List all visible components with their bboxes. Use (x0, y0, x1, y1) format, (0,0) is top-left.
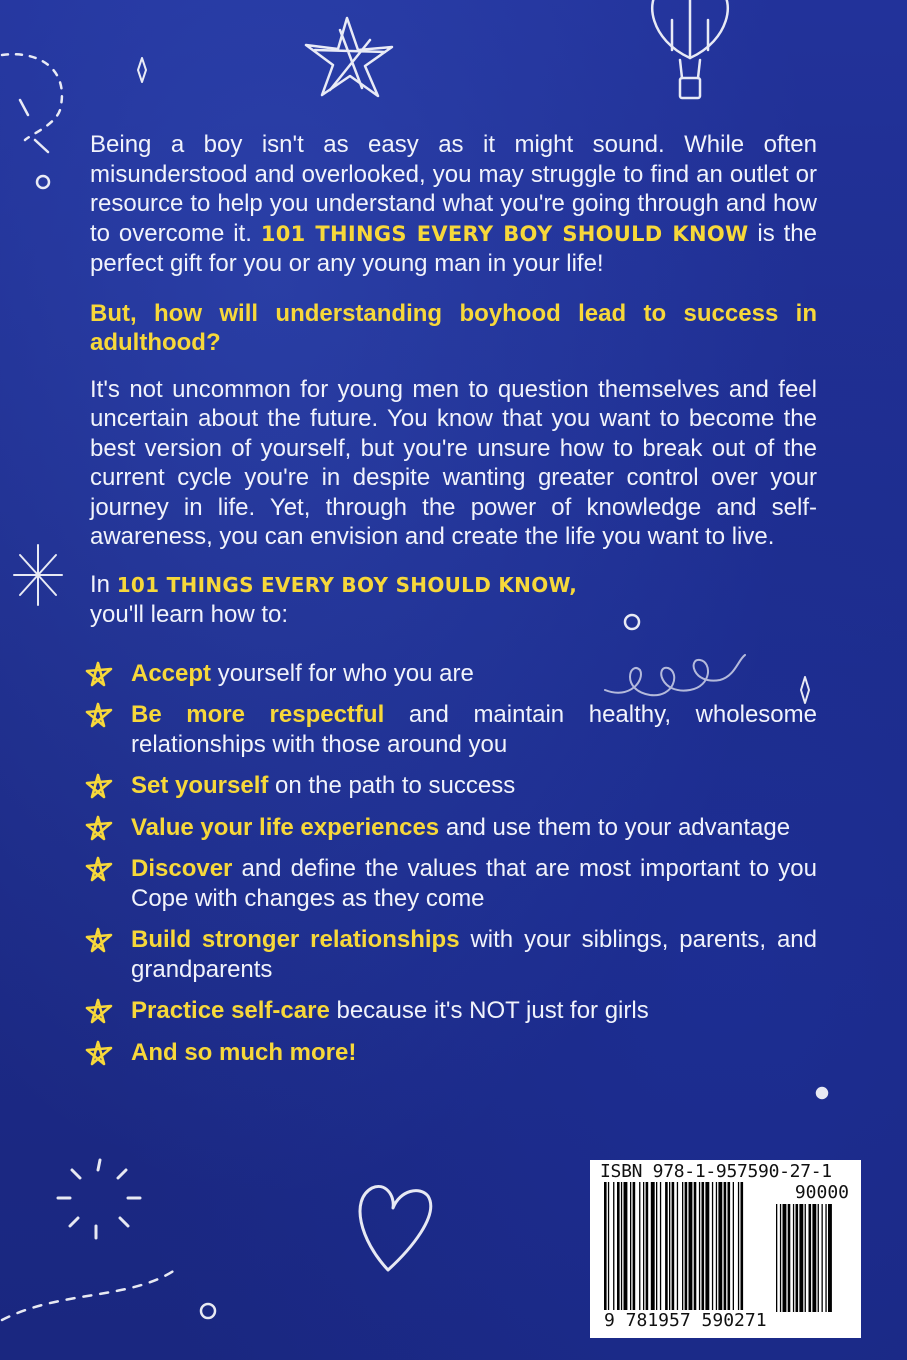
description-paragraph: It's not uncommon for young men to question themselves and feel uncertain about the future. You know that you want to become the best version of yourself, but you're unsure how to break out of the current cycle you're in despite wanting greater control over your journey in life. Yet, through the power of knowledge and self-awareness, you can envision and create the life you want to live. (90, 375, 817, 550)
barcode-bar (796, 1204, 799, 1312)
barcode-bar (818, 1204, 819, 1312)
barcode-bar (672, 1182, 675, 1312)
barcode-bar (646, 1182, 649, 1312)
star-doodle-icon (306, 18, 392, 96)
bullet-highlight: Be more respectful (131, 701, 385, 728)
intro-book-title: 101 THINGS EVERY BOY SHOULD KNOW (260, 221, 749, 246)
barcode-bar (809, 1204, 812, 1312)
barcode-bar (716, 1182, 717, 1312)
barcode-bar (669, 1182, 670, 1312)
bullet-highlight: Practice self-care (131, 997, 330, 1024)
intro-text-after: is the perfect gift for you or any young man in your life! (90, 219, 817, 277)
barcode-bar (685, 1182, 688, 1312)
barcode-bar (799, 1204, 803, 1312)
bullet-highlight: Set yourself (131, 772, 269, 799)
learn-book-title: 101 THINGS EVERY BOY SHOULD KNOW, (116, 572, 578, 597)
barcode-bar (702, 1182, 705, 1312)
barcode-bar (741, 1182, 744, 1312)
barcode-bar (630, 1182, 631, 1312)
bullet-text: and maintain healthy, wholesome relationships with those around you (131, 701, 817, 758)
barcode-bar (828, 1204, 832, 1312)
burst-doodle-icon (58, 1160, 140, 1238)
learn-intro (90, 570, 817, 629)
list-item (90, 813, 817, 843)
dotted-curve-doodle (2, 54, 62, 140)
barcode-bar (718, 1182, 722, 1312)
barcode-bar (780, 1204, 781, 1312)
star-bullet-icon (84, 815, 114, 843)
isbn-barcode (590, 1160, 861, 1338)
list-item (90, 1038, 817, 1068)
isbn-digits: 9 781957 590271 (604, 1310, 771, 1331)
barcode-bar (617, 1182, 620, 1312)
barcode-bar (733, 1182, 734, 1312)
list-item (90, 854, 817, 913)
barcode-bar (665, 1182, 668, 1312)
barcode-bar (805, 1204, 806, 1312)
bullet-text: because it's NOT just for girls (329, 997, 649, 1024)
list-item (90, 700, 817, 759)
barcode-bar (825, 1204, 826, 1312)
bullet-text: with your siblings, parents, and grandparents (131, 926, 817, 983)
barcode-bar (660, 1182, 661, 1312)
list-item (90, 771, 817, 801)
barcode-bar (677, 1182, 678, 1312)
asterisk-doodle-icon (14, 545, 62, 605)
barcode-bar (689, 1182, 693, 1312)
barcode-bar (705, 1182, 709, 1312)
barcode-bar (608, 1182, 609, 1312)
hot-air-balloon-icon (652, 0, 728, 98)
barcode-bar (613, 1182, 614, 1312)
barcode-bar (712, 1182, 713, 1312)
star-bullet-icon (84, 856, 114, 884)
star-bullet-icon (84, 927, 114, 955)
star-bullet-icon (84, 661, 114, 689)
barcode-bar (822, 1204, 823, 1312)
barcode-bar (604, 1182, 607, 1312)
barcode-bar (651, 1182, 655, 1312)
barcode-bar (793, 1204, 794, 1312)
list-item (90, 996, 817, 1026)
bullet-highlight: Build stronger relationships (131, 926, 460, 953)
barcode-bar (621, 1182, 622, 1312)
bullet-highlight: Discover (131, 855, 233, 882)
barcode-bar (776, 1204, 777, 1312)
barcode-bar (783, 1204, 787, 1312)
star-bullet-icon (84, 1040, 114, 1068)
learning-list (90, 659, 817, 1068)
star-bullet-icon (84, 702, 114, 730)
back-cover-text (90, 130, 817, 1079)
bullet-text: and use them to your advantage (439, 813, 791, 841)
learn-suffix: you'll learn how to: (90, 600, 289, 628)
price-code: 90000 (794, 1182, 849, 1203)
barcode-bar (643, 1182, 644, 1312)
star-bullet-icon (84, 998, 114, 1026)
intro-text-before: Being a boy isn't as easy as it might sound. While often misunderstood and overlooked, you may struggle to find an outlet or resource to help you understand what you're going through and how to overcome it. (90, 131, 817, 247)
barcode-bar (694, 1182, 697, 1312)
heart-doodle-icon (360, 1186, 431, 1270)
isbn-label: ISBN 978-1-957590-27-1 (600, 1161, 832, 1182)
bullet-text: on the path to success (268, 772, 516, 799)
barcode-bar (639, 1182, 640, 1312)
barcode-bar (624, 1182, 628, 1312)
learn-prefix: In (90, 570, 117, 598)
question-heading: But, how will understanding boyhood lead to success in adulthood? (90, 299, 817, 356)
barcode-bar (788, 1204, 791, 1312)
barcode-bar (738, 1182, 739, 1312)
intro-paragraph (90, 130, 817, 279)
barcode-bar (633, 1182, 636, 1312)
star-bullet-icon (84, 773, 114, 801)
bullet-highlight: Accept (131, 659, 212, 687)
barcode-bar (682, 1182, 683, 1312)
list-item (90, 659, 817, 689)
barcode-bar (724, 1182, 727, 1312)
barcode-bar (699, 1182, 700, 1312)
list-item (90, 925, 817, 984)
bullet-text: yourself for who you are (211, 659, 474, 687)
bullet-highlight: Value your life experiences (131, 813, 440, 841)
barcode-bar (728, 1182, 731, 1312)
barcode-bar (656, 1182, 657, 1312)
bullet-text: and define the values that are most important to you Cope with changes as they come (131, 855, 817, 912)
bullet-highlight: And so much more! (131, 1038, 357, 1066)
barcode-bar (812, 1204, 816, 1312)
